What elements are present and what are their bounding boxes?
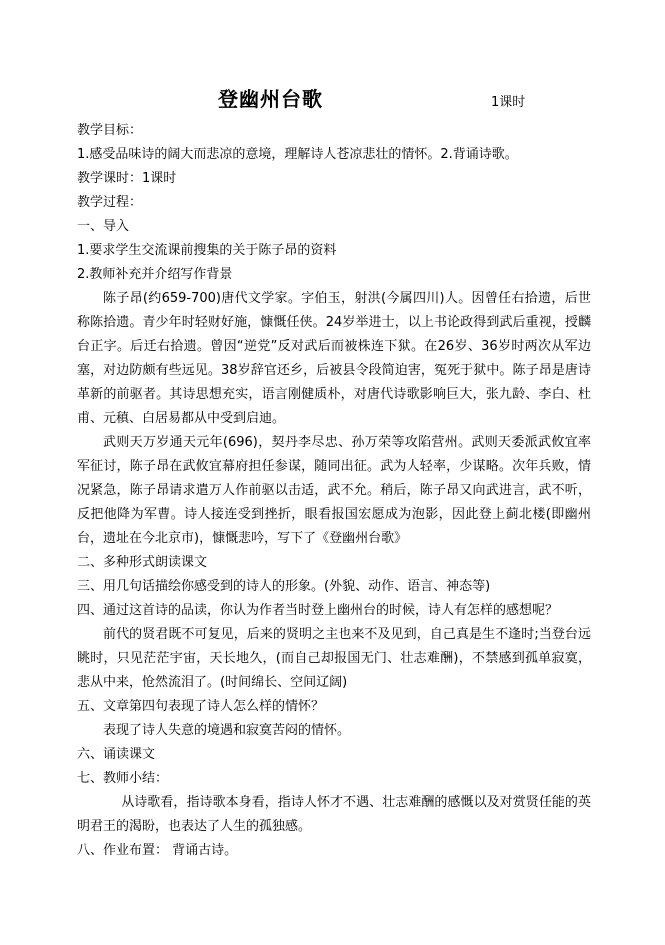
section-summary: 七、教师小结： bbox=[77, 771, 169, 786]
section-homework: 八、作业布置： 背诵古诗。 bbox=[77, 843, 238, 858]
section-reading: 二、多种形式朗读课文 bbox=[77, 555, 208, 570]
biography-paragraph-1: 陈子昂(约659-700)唐代文学家。字伯玉，射洪(今属四川)人。因曾任右拾遗，后世称陈拾遗。青少年时轻财好施，慷慨任侠。24岁举进士，以上书论政得到武后重视，授麟台正字。后迁右拾遗。曾因“逆党”反对武后而被株连下狱。在26岁、36岁时两次从军边塞，对边防颇有些远见。38岁辞官还乡，后被县令段简迫害，冤死于狱中。陈子昂是唐诗革新的前驱者。其诗思想充实，语言刚健质朴，对唐代诗歌影响巨大，张九龄、李白、杜甫、元稹、白居易都从中受到启迪。 bbox=[77, 291, 591, 426]
summary-text: 从诗歌看，指诗歌本身看，指诗人怀才不遇、壮志难酬的感慨以及对赏贤任能的英明君王的渴盼，也表达了人生的孤独感。 bbox=[77, 795, 591, 834]
lesson-content bbox=[77, 119, 591, 863]
fourth-line-answer: 表现了诗人失意的境遇和寂寞苦闷的情怀。 bbox=[103, 723, 351, 738]
section-fourth-line-question: 五、文章第四句表现了诗人怎么样的情怀？ bbox=[77, 699, 325, 714]
biography-paragraph-2: 武则天万岁通天元年(696)，契丹李尽忠、孙万荣等攻陷营州。武则天委派武攸宜率军征讨，陈子昂在武攸宜幕府担任参谋，随同出征。武为人轻率，少谋略。次年兵败，情况紧急，陈子昂请求遣万人作前驱以击适，武不允。稍后，陈子昂又向武进言，武不听，反把他降为军曹。诗人接连受到挫折，眼看报国宏愿成为泡影，因此登上蓟北楼(即幽州台，遗址在今北京市)，慷慨悲吟，写下了《登幽州台歌》 bbox=[77, 435, 591, 546]
lesson-hours: 教学课时：1课时 bbox=[77, 171, 177, 186]
section-feelings-question: 四、通过这首诗的品读，你认为作者当时登上幽州台的时候，诗人有怎样的感想呢？ bbox=[77, 603, 559, 618]
section-poet-image: 三、用几句话描绘你感受到的诗人的形象。(外貌、动作、语言、神态等) bbox=[77, 579, 491, 594]
intro-item-2: 2.教师补充并介绍写作背景 bbox=[77, 267, 233, 282]
section-intro: 一、导入 bbox=[77, 219, 130, 234]
process-heading: 教学过程： bbox=[77, 195, 143, 210]
goal-text: 1.感受品味诗的阔大而悲凉的意境，理解诗人苍凉悲壮的情怀。2.背诵诗歌。 bbox=[77, 147, 518, 162]
intro-item-1: 1.要求学生交流课前搜集的关于陈子昂的资料 bbox=[77, 243, 337, 258]
title-row bbox=[0, 83, 665, 113]
section-recite: 六、诵读课文 bbox=[77, 747, 156, 762]
lesson-hours-label: 1课时 bbox=[491, 95, 526, 110]
goal-heading: 教学目标： bbox=[77, 123, 143, 138]
page-title: 登幽州台歌 bbox=[218, 87, 323, 111]
feelings-answer: 前代的贤君既不可复见，后来的贤明之主也来不及见到，自己真是生不逢时;当登台远眺时，只见茫茫宇宙，天长地久，(而自己却报国无门、壮志难酬)，不禁感到孤单寂寞，悲从中来，怆然流泪了。(时间绵长、空间辽阔) bbox=[77, 627, 591, 690]
